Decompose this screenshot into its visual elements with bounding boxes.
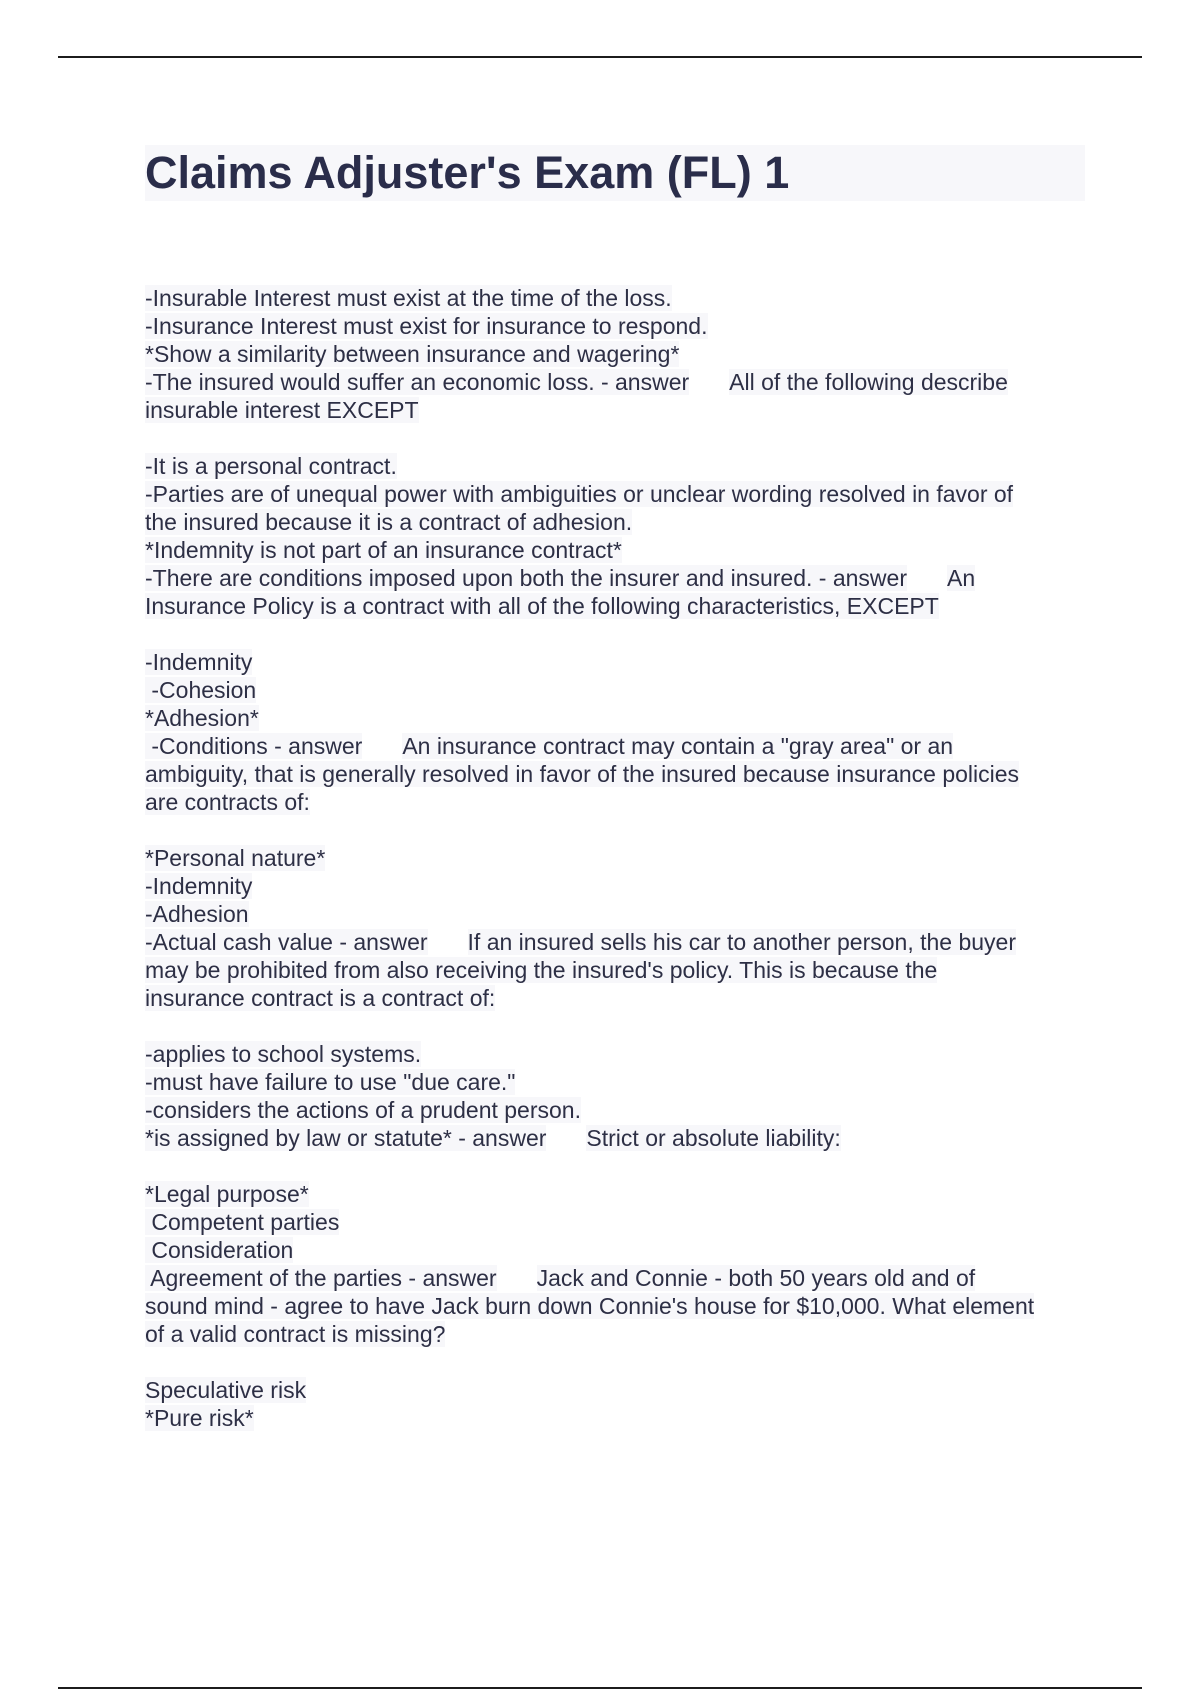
answer-line: -Indemnity (145, 873, 253, 899)
answer-line: -Cohesion (145, 677, 257, 703)
question-line: sound mind - agree to have Jack burn down Connie's house for $10,000. What element (145, 1293, 1035, 1319)
answer-line: -Actual cash value - answer If an insured sells his car to another person, the buyer (145, 929, 1017, 955)
question-line: Insurance Policy is a contract with all of the following characteristics, EXCEPT (145, 593, 939, 619)
answer-line: *Personal nature* (145, 845, 326, 871)
answer-line: *Indemnity is not part of an insurance contract* (145, 537, 622, 563)
question-text: If an insured sells his car to another person, the buyer (467, 929, 1017, 955)
answer-line: *Adhesion* (145, 705, 259, 731)
answer-marker: - answer (339, 929, 428, 955)
qa-block (145, 648, 1085, 816)
answer-line: -applies to school systems. (145, 1041, 422, 1067)
question-text: Jack and Connie - both 50 years old and of (536, 1265, 976, 1291)
qa-block (145, 844, 1085, 1012)
answer-line: the insured because it is a contract of adhesion. (145, 509, 633, 535)
question-line: insurance contract is a contract of: (145, 985, 496, 1011)
answer-line: -Indemnity (145, 649, 253, 675)
answer-line: -considers the actions of a prudent person. (145, 1097, 581, 1123)
answer-line: -Insurable Interest must exist at the time of the loss. (145, 285, 672, 311)
answer-marker: - answer (600, 369, 690, 395)
answer-line: -Insurance Interest must exist for insurance to respond. (145, 313, 708, 339)
answer-line: *is assigned by law or statute* - answer Strict or absolute liability: (145, 1125, 841, 1151)
answer-marker: - answer (274, 733, 363, 759)
answer-line: -The insured would suffer an economic loss. - answer All of the following describe (145, 369, 1008, 395)
top-rule (58, 56, 1142, 58)
answer-line: -There are conditions imposed upon both the insurer and insured. - answer An (145, 565, 976, 591)
answer-line: -must have failure to use "due care." (145, 1069, 516, 1095)
question-text: An (947, 565, 976, 591)
question-line: ambiguity, that is generally resolved in favor of the insured because insurance policies (145, 761, 1020, 787)
question-text: All of the following describe (729, 369, 1008, 395)
qa-block (145, 1040, 1085, 1152)
answer-line: Agreement of the parties - answer Jack and Connie - both 50 years old and of (145, 1265, 976, 1291)
answer-marker: - answer (458, 1125, 547, 1151)
question-text: Strict or absolute liability: (586, 1125, 841, 1151)
qa-block (145, 452, 1085, 620)
answer-line: -Conditions - answer An insurance contract may contain a "gray area" or an (145, 733, 954, 759)
answer-line: Consideration (145, 1237, 294, 1263)
answer-marker: - answer (818, 565, 907, 591)
answer-line: Competent parties (145, 1209, 340, 1235)
question-line: may be prohibited from also receiving the insured's policy. This is because the (145, 957, 938, 983)
question-line: are contracts of: (145, 789, 310, 815)
answer-line: -It is a personal contract. (145, 453, 397, 479)
document-body (145, 284, 1085, 1460)
answer-line: *Pure risk* (145, 1405, 254, 1431)
answer-line: -Parties are of unequal power with ambiguities or unclear wording resolved in favor of (145, 481, 1014, 507)
answer-line: Speculative risk (145, 1377, 307, 1403)
answer-marker: - answer (408, 1265, 497, 1291)
answer-line: *Legal purpose* (145, 1181, 309, 1207)
question-text: An insurance contract may contain a "gray area" or an (402, 733, 954, 759)
answer-line: *Show a similarity between insurance and wagering* (145, 341, 680, 367)
question-line: insurable interest EXCEPT (145, 397, 419, 423)
question-line: of a valid contract is missing? (145, 1321, 446, 1347)
qa-block-partial (145, 1376, 1085, 1432)
bottom-rule (58, 1687, 1142, 1689)
page-title: Claims Adjuster's Exam (FL) 1 (145, 145, 1085, 201)
answer-line: -Adhesion (145, 901, 249, 927)
qa-block (145, 1180, 1085, 1348)
qa-block (145, 284, 1085, 424)
